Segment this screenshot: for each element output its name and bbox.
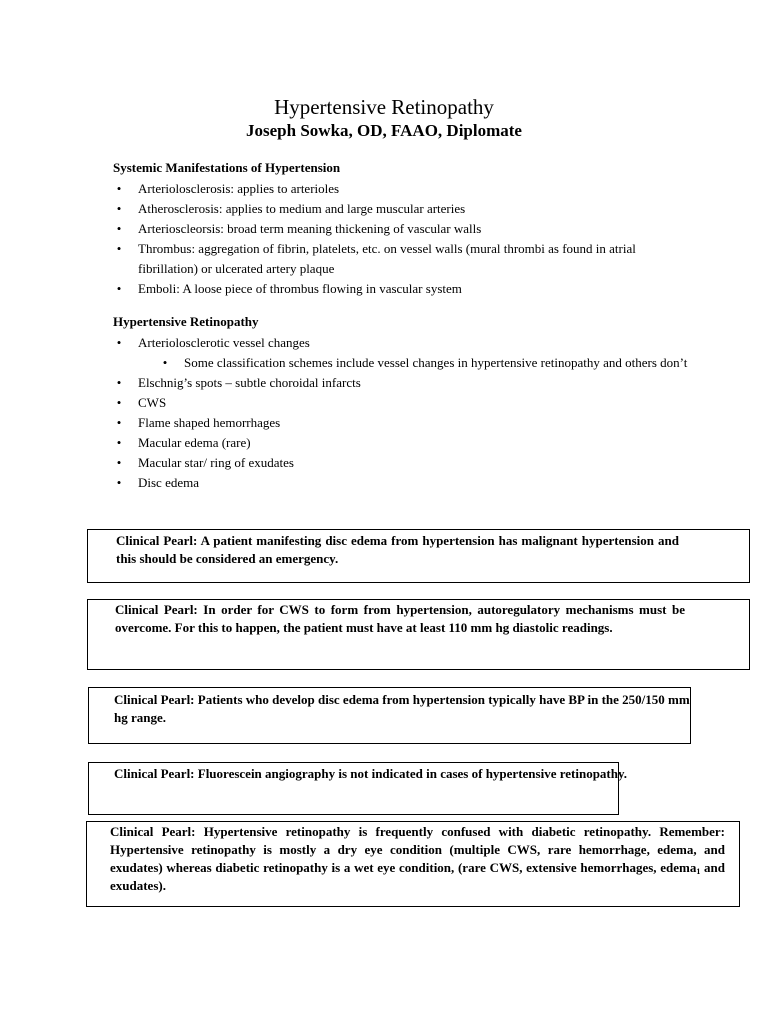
list-item: • Macular star/ ring of exudates [113, 453, 693, 473]
clinical-pearl-text: Clinical Pearl: Patients who develop disc edema from hypertension typically have BP in the 250/150 mm hg range. [114, 692, 690, 725]
bullet-icon: • [116, 241, 122, 256]
retinopathy-bullet-list [113, 333, 693, 493]
bullet-icon: • [116, 415, 122, 430]
list-item: • Elschnig’s spots – subtle choroidal infarcts [113, 373, 693, 393]
hypertensive-retinopathy-section [113, 313, 693, 493]
clinical-pearl-box [87, 529, 750, 583]
clinical-pearl-text: Clinical Pearl: Fluorescein angiography is not indicated in cases of hypertensive retinopathy. [114, 766, 628, 781]
bullet-icon: • [116, 375, 122, 390]
clinical-pearl-box [88, 687, 691, 744]
list-item: • CWS [113, 393, 693, 413]
bullet-icon: • [116, 201, 122, 216]
list-item: • Arterioscleorsis: broad term meaning thickening of vascular walls [113, 219, 693, 239]
document-title: Hypertensive Retinopathy [274, 95, 494, 119]
section-heading-retinopathy: Hypertensive Retinopathy [113, 314, 259, 329]
list-item: • Arteriolosclerotic vessel changes • Some classification schemes include vessel changes in hypertensive retinopathy and others don’t [113, 333, 693, 373]
bullet-icon: • [116, 395, 122, 410]
list-item: • Disc edema [113, 473, 693, 493]
list-item: • Emboli: A loose piece of thrombus flowing in vascular system [113, 279, 693, 299]
list-item: • Flame shaped hemorrhages [113, 413, 693, 433]
systemic-manifestations-section [113, 159, 693, 299]
systemic-bullet-list [113, 179, 693, 299]
section-heading-systemic: Systemic Manifestations of Hypertension [113, 160, 341, 175]
clinical-pearl-text: Clinical Pearl: In order for CWS to form from hypertension, autoregulatory mechanisms must be overcome. For this to happen, the patient must have at least 110 mm hg diastolic readings. [115, 602, 685, 635]
nested-bullet-list [159, 353, 693, 373]
clinical-pearl-box [88, 762, 628, 815]
subscript: 1 [696, 867, 701, 876]
list-item: • Macular edema (rare) [113, 433, 693, 453]
nested-list-item: • Some classification schemes include vessel changes in hypertensive retinopathy and others don’t [159, 353, 693, 373]
list-item: • Arteriolosclerosis: applies to arterioles [113, 179, 693, 199]
document-author: Joseph Sowka, OD, FAAO, Diplomate [246, 121, 522, 140]
clinical-pearl-box [86, 821, 740, 907]
bullet-icon: • [116, 475, 122, 490]
bullet-icon: • [116, 281, 122, 296]
clinical-pearl-box [87, 599, 750, 670]
bullet-icon: • [116, 335, 122, 350]
bullet-icon: • [162, 355, 168, 370]
bullet-icon: • [116, 435, 122, 450]
clinical-pearl-text: Clinical Pearl: A patient manifesting disc edema from hypertension has malignant hypertension and this should be considered an emergency. [116, 533, 679, 566]
list-item: • Atherosclerosis: applies to medium and large muscular arteries [113, 199, 693, 219]
bullet-icon: • [116, 455, 122, 470]
list-item: • Thrombus: aggregation of fibrin, platelets, etc. on vessel walls (mural thrombi as found in atrial fibrillation) or ulcerated artery plaque [113, 239, 693, 279]
bullet-icon: • [116, 221, 122, 236]
bullet-icon: • [116, 181, 122, 196]
clinical-pearl-text: Clinical Pearl: Hypertensive retinopathy is frequently confused with diabetic retinopathy. Remember: Hypertensive retinopathy is mostly a dry eye condition (multiple CWS, rare hemorrhage, edema, and exudates) whereas diabetic retinopathy is a wet eye condition, (rare CWS, extensive hemorrhages, edema$_1$ and exudates). [110, 824, 725, 893]
